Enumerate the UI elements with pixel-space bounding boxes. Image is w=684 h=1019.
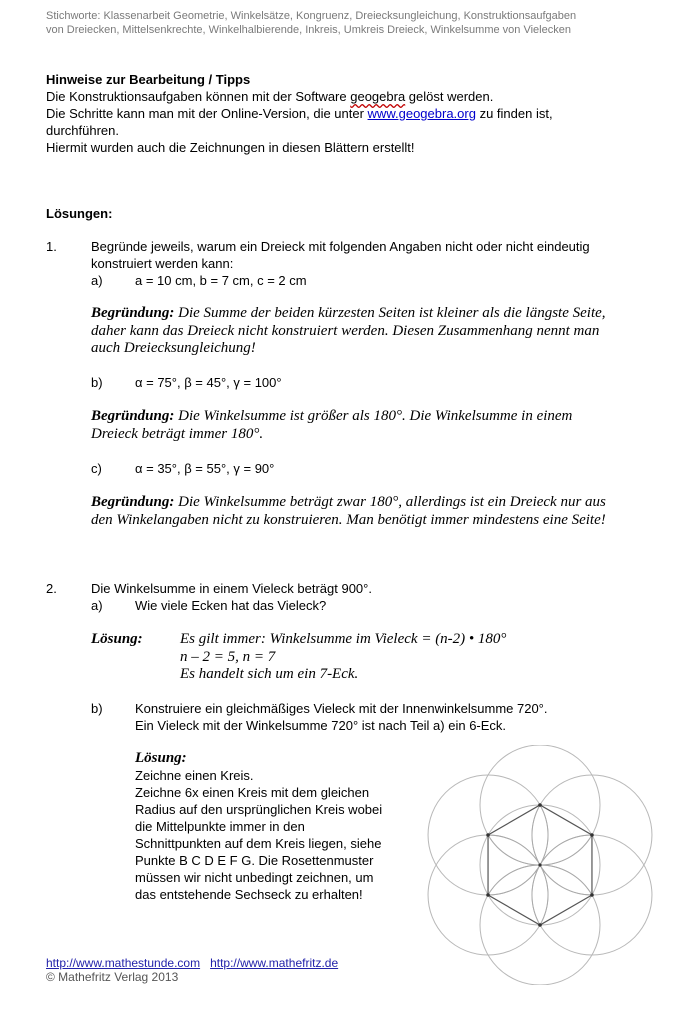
- reason-text: Die Summe der beiden kürzesten Seiten ist kleiner als die längste Seite,: [174, 305, 606, 321]
- footer: [46, 956, 338, 984]
- solution-line: Zeichne 6x einen Kreis mit dem gleichen: [135, 785, 370, 800]
- hints-line-1-post: gelöst werden.: [405, 89, 494, 104]
- reason-label: Begründung:: [91, 305, 175, 321]
- footer-copyright: © Mathefritz Verlag 2013: [46, 970, 179, 984]
- task2-b-text-line-1: Konstruiere ein gleichmäßiges Vieleck mit der Innenwinkelsumme 720°.: [135, 701, 548, 716]
- task1-b-label: b): [91, 375, 103, 390]
- solutions-title: Lösungen:: [46, 206, 113, 221]
- geogebra-word: geogebra: [350, 89, 406, 104]
- task1-a-reason-line-3: auch Dreiecksungleichung!: [91, 340, 256, 356]
- hints-line-2: [46, 105, 646, 122]
- task1-b-reason: [91, 408, 661, 443]
- task1-c-reason: [91, 494, 671, 529]
- task1-text-line-2: konstruiert werden kann:: [91, 256, 234, 271]
- task1-a-label: a): [91, 273, 103, 288]
- task1-a-text: a = 10 cm, b = 7 cm, c = 2 cm: [135, 273, 307, 288]
- header-keywords: [46, 10, 646, 37]
- task1-c-text: α = 35°, β = 55°, γ = 90°: [135, 461, 275, 476]
- task1-a-reason-line-1: [91, 305, 661, 323]
- footer-links: [46, 956, 338, 970]
- task2-b-solution: [135, 767, 405, 903]
- reason-text: Die Winkelsumme beträgt zwar 180°, allerdings ist ein Dreieck nur aus: [174, 494, 606, 510]
- task1-b-text: α = 75°, β = 45°, γ = 100°: [135, 375, 282, 390]
- reason-text: Die Winkelsumme ist größer als 180°. Die Winkelsumme in einem: [174, 408, 573, 424]
- vertex-point: [486, 833, 490, 837]
- task1-a-reason: [91, 305, 661, 358]
- vertex-point: [590, 893, 594, 897]
- vertex-point: [486, 893, 490, 897]
- task1-a-reason-line-2: daher kann das Dreieck nicht konstruiert werden. Diesen Zusammenhang nennt man: [91, 322, 600, 339]
- task1-c-reason-line-2: den Winkelangaben nicht zu konstruieren. Man benötigt immer mindestens eine Seite!: [91, 511, 606, 528]
- task2-a-text: Wie viele Ecken hat das Vieleck?: [135, 598, 327, 613]
- task2-a-solution-line-3: Es handelt sich um ein 7-Eck.: [180, 666, 359, 682]
- hints-line-4: Hiermit wurden auch die Zeichnungen in diesen Blättern erstellt!: [46, 140, 415, 155]
- task1-c-label: c): [91, 461, 102, 476]
- task2-text: Die Winkelsumme in einem Vieleck beträgt 900°.: [91, 581, 372, 596]
- hints-title: Hinweise zur Bearbeitung / Tipps: [46, 72, 251, 87]
- task2-a-solution-label: Lösung:: [91, 631, 143, 647]
- solution-line: Punkte B C D E F G. Die Rosettenmuster: [135, 853, 374, 868]
- center-point: [538, 863, 541, 866]
- geogebra-link[interactable]: www.geogebra.org: [367, 106, 476, 121]
- solution-line: Schnittpunkten auf dem Kreis liegen, siehe: [135, 836, 382, 851]
- task1-text-line-1: Begründe jeweils, warum ein Dreieck mit folgenden Angaben nicht oder nicht eindeutig: [91, 239, 590, 254]
- task2-b-label: b): [91, 701, 103, 716]
- hints-line-2-post: zu finden ist,: [475, 106, 553, 121]
- solution-line: die Mittelpunkte immer in den: [135, 819, 305, 834]
- solution-line: Radius auf den ursprünglichen Kreis wobei: [135, 802, 383, 817]
- footer-link-mathefritz[interactable]: http://www.mathefritz.de: [210, 956, 339, 970]
- hints-section: [46, 71, 646, 156]
- task2-number: 2.: [46, 581, 57, 596]
- task1-text: [91, 238, 651, 272]
- hints-line-3: durchführen.: [46, 123, 119, 138]
- task2-a-solution-line-1: Es gilt immer: Winkelsumme im Vieleck = (n-2) • 180°: [180, 631, 507, 647]
- solution-line: müssen wir nicht unbedingt zeichnen, um: [135, 870, 374, 885]
- task2-b-text-line-2: Ein Vieleck mit der Winkelsumme 720° ist nach Teil a) ein 6-Eck.: [135, 718, 507, 733]
- task2-b-text: [135, 700, 655, 734]
- solution-line: Zeichne einen Kreis.: [135, 768, 254, 783]
- hexagon-construction-figure: [410, 745, 670, 985]
- task1-b-reason-line-2: Dreieck beträgt immer 180°.: [91, 425, 264, 442]
- footer-link-mathestunde[interactable]: http://www.mathestunde.com: [46, 956, 201, 970]
- hints-line-2-pre: Die Schritte kann man mit der Online-Version, die unter: [46, 106, 368, 121]
- header-line-2: von Dreiecken, Mittelsenkrechte, Winkelhalbierende, Inkreis, Umkreis Dreieck, Winkelsumme von Vielecken: [46, 23, 571, 36]
- solution-line: das entstehende Sechseck zu erhalten!: [135, 887, 363, 902]
- hints-line-1: [46, 88, 646, 105]
- hints-line-1-pre: Die Konstruktionsaufgaben können mit der Software: [46, 89, 351, 104]
- vertex-point: [590, 833, 594, 837]
- task2-a-label: a): [91, 598, 103, 613]
- task2-b-solution-label: Lösung:: [135, 750, 187, 766]
- task2-a-solution: [180, 631, 650, 684]
- task1-b-reason-line-1: [91, 408, 661, 426]
- reason-label: Begründung:: [91, 494, 175, 510]
- header-line-1: Stichworte: Klassenarbeit Geometrie, Winkelsätze, Kongruenz, Dreiecksungleichung, Konstruktionsaufgaben: [46, 10, 577, 22]
- task1-number: 1.: [46, 239, 57, 254]
- vertex-point: [538, 923, 542, 927]
- task2-a-solution-line-2: n – 2 = 5, n = 7: [180, 648, 276, 665]
- reason-label: Begründung:: [91, 408, 175, 424]
- task1-c-reason-line-1: [91, 494, 671, 512]
- vertex-point: [538, 803, 542, 807]
